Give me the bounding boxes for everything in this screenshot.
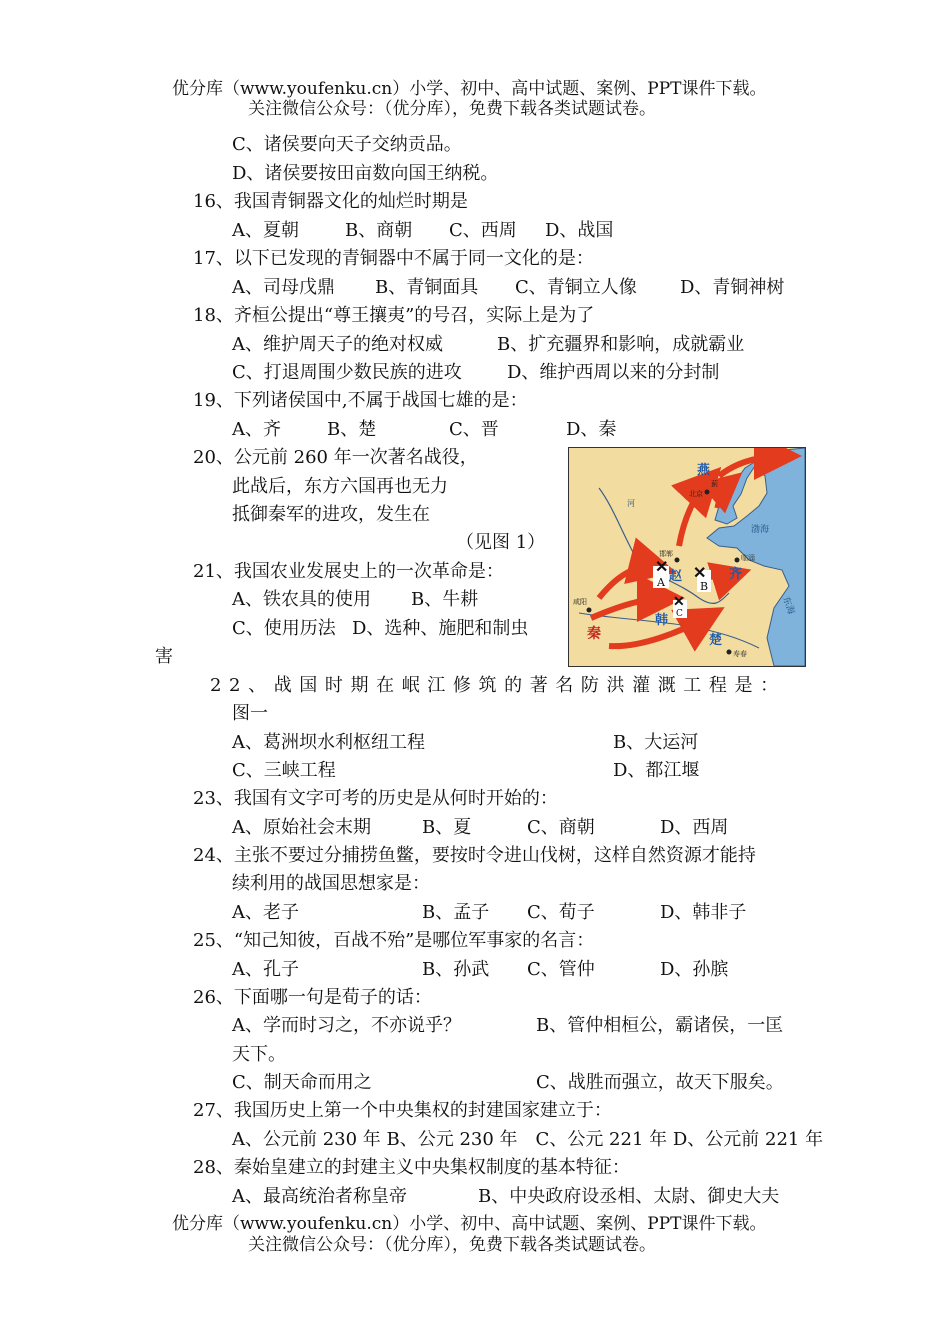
question-20-line-2: 此战后，东方六国再也无力 [232,476,448,497]
q25-option-d: D、孙膑 [660,959,729,980]
city-shouchun-label: 寿春 [733,650,747,658]
q17-option-d: D、青铜神树 [680,277,785,298]
state-han-label: 韩 [655,613,669,628]
q21-option-d: D、选种、施肥和制虫 [352,618,529,639]
sea-donghai-label: 东海 [780,595,796,616]
marker-c-label: C [676,609,683,619]
question-17: 17、以下已发现的青铜器中不属于同一文化的是： [193,248,594,269]
q25-option-c: C、管仲 [527,959,595,980]
question-20-line-1: 20、公元前 260 年一次著名战役， [193,447,478,468]
q17-option-a: A、司母戊鼎 [232,277,335,298]
q21-option-d-continued: 害 [155,646,173,667]
q23-option-c: C、商朝 [527,817,595,838]
battle-cross-icon-b: ✕ [693,563,707,582]
footer-line-2: 关注微信公众号：（优分库），免费下载各类试题试卷。 [248,1235,656,1255]
question-18: 18、齐桓公提出“尊王攘夷”的号召，实际上是为了 [193,305,595,326]
question-25: 25、“知己知彼，百战不殆”是哪位军事家的名言： [193,930,595,951]
arrow-qin-to-zhao [599,567,659,598]
q18-option-a: A、维护周天子的绝对权威 [232,334,443,355]
city-shouchun-dot [727,650,732,655]
q21-option-a: A、铁农具的使用 [232,589,371,610]
secondary-river-path [579,613,759,648]
city-handan-dot [675,558,680,563]
marker-b-label: B [700,580,709,593]
q23-option-b: B、夏 [422,817,472,838]
q25-option-a: A、孔子 [232,959,299,980]
q25-option-b: B、孙武 [422,959,490,980]
question-28: 28、秦始皇建立的封建主义中央集权制度的基本特征： [193,1157,630,1178]
q24-option-d: D、韩非子 [660,902,747,923]
question-24-line-1: 24、主张不要过分捕捞鱼鳖，要按时令进山伐树，这样自然资源才能持 [193,845,756,866]
q27-options: A、公元前 230 年 B、公元 230 年 C、公元 221 年 D、公元前 221 年 [232,1129,824,1150]
q26-option-b: B、管仲相桓公，霸诸侯，一匡 [536,1015,784,1036]
q19-option-a: A、齐 [232,419,281,440]
q15-option-d: D、诸侯要按田亩数向国王纳税。 [232,163,499,184]
city-xianyang-label: 咸阳 [573,598,587,606]
state-chu-label: 楚 [709,633,723,648]
city-xianyang-dot [587,608,592,613]
q16-option-a: A、夏朝 [232,220,299,241]
battle-cross-icon: ✕ [655,557,669,576]
q16-option-c: C、西周 [449,220,517,241]
state-yan-label: 燕 [697,463,711,478]
city-linzi-label: 临淄 [741,554,755,562]
sea-bohai-label: 渤海 [751,525,770,535]
city-beijing-label: 北京 [689,490,703,498]
header-line-2: 关注微信公众号：（优分库），免费下载各类试题试卷。 [248,99,656,119]
question-26: 26、下面哪一句是荀子的话： [193,987,432,1008]
q28-option-b: B、中央政府设丞相、太尉、御史大夫 [478,1186,780,1207]
q21-option-c: C、使用历法 [232,618,336,639]
river-label: 河 [627,499,635,508]
question-19: 19、下列诸侯国中,不属于战国七雄的是： [193,390,528,411]
q16-option-b: B、商朝 [345,220,413,241]
warring-states-map [568,447,806,667]
city-handan-label: 邯郸 [659,550,673,558]
q24-option-c: C、荀子 [527,902,595,923]
question-16: 16、我国青铜器文化的灿烂时期是 [193,191,468,212]
q23-option-d: D、西周 [660,817,729,838]
footer-line-1: 优分库（www.youfenku.cn）小学、初中、高中试题、案例、PPT课件下载。 [172,1214,767,1234]
figure-1-label: 图一 [232,703,268,724]
q23-option-a: A、原始社会末期 [232,817,371,838]
q26-option-c: C、制天命而用之 [232,1072,372,1093]
q18-option-c: C、打退周围少数民族的进攻 [232,362,462,383]
q19-option-c: C、晋 [449,419,499,440]
marker-a-label: A [657,576,665,589]
state-qi-label: 齐 [729,567,743,582]
state-zhao-label: 赵 [669,569,683,584]
city-linzi-dot [735,558,740,563]
question-27: 27、我国历史上第一个中央集权的封建国家建立于： [193,1100,612,1121]
q22-option-d: D、都江堰 [613,760,700,781]
q24-option-a: A、老子 [232,902,299,923]
q19-option-d: D、秦 [566,419,617,440]
header-line-1: 优分库（www.youfenku.cn）小学、初中、高中试题、案例、PPT课件下载。 [172,79,767,99]
state-qin-label: 秦 [587,626,601,642]
q18-option-b: B、扩充疆界和影响，成就霸业 [497,334,745,355]
question-20-line-3: 抵御秦军的进攻，发生在 [232,504,430,525]
q17-option-b: B、青铜面具 [375,277,479,298]
q24-option-b: B、孟子 [422,902,490,923]
q21-option-b: B、牛耕 [411,589,479,610]
q18-option-d: D、维护西周以来的分封制 [507,362,720,383]
q26-option-a: A、学而时习之，不亦说乎？ [232,1015,461,1036]
q26-option-b-continued: 天下。 [232,1044,286,1065]
city-ji-dot [705,490,710,495]
q16-option-d: D、战国 [545,220,614,241]
q22-option-b: B、大运河 [613,732,699,753]
battle-cross-icon-c: ✕ [673,594,685,610]
q22-option-a: A、葛洲坝水利枢纽工程 [232,732,425,753]
question-23: 23、我国有文字可考的历史是从何时开始的： [193,788,558,809]
q26-option-d: C、战胜而强立，故天下服矣。 [536,1072,784,1093]
question-20-figure-ref: （见图 1） [456,532,546,553]
question-22: 22、战国时期在岷江修筑的著名防洪灌溉工程是： [210,675,786,696]
question-21: 21、我国农业发展史上的一次革命是： [193,561,504,582]
city-ji-label: 蓟 [711,480,718,488]
q17-option-c: C、青铜立人像 [515,277,637,298]
question-24-line-2: 续利用的战国思想家是： [232,873,430,894]
q15-option-c: C、诸侯要向天子交纳贡品。 [232,134,462,155]
q19-option-b: B、楚 [327,419,377,440]
q28-option-a: A、最高统治者称皇帝 [232,1186,407,1207]
q22-option-c: C、三峡工程 [232,760,336,781]
